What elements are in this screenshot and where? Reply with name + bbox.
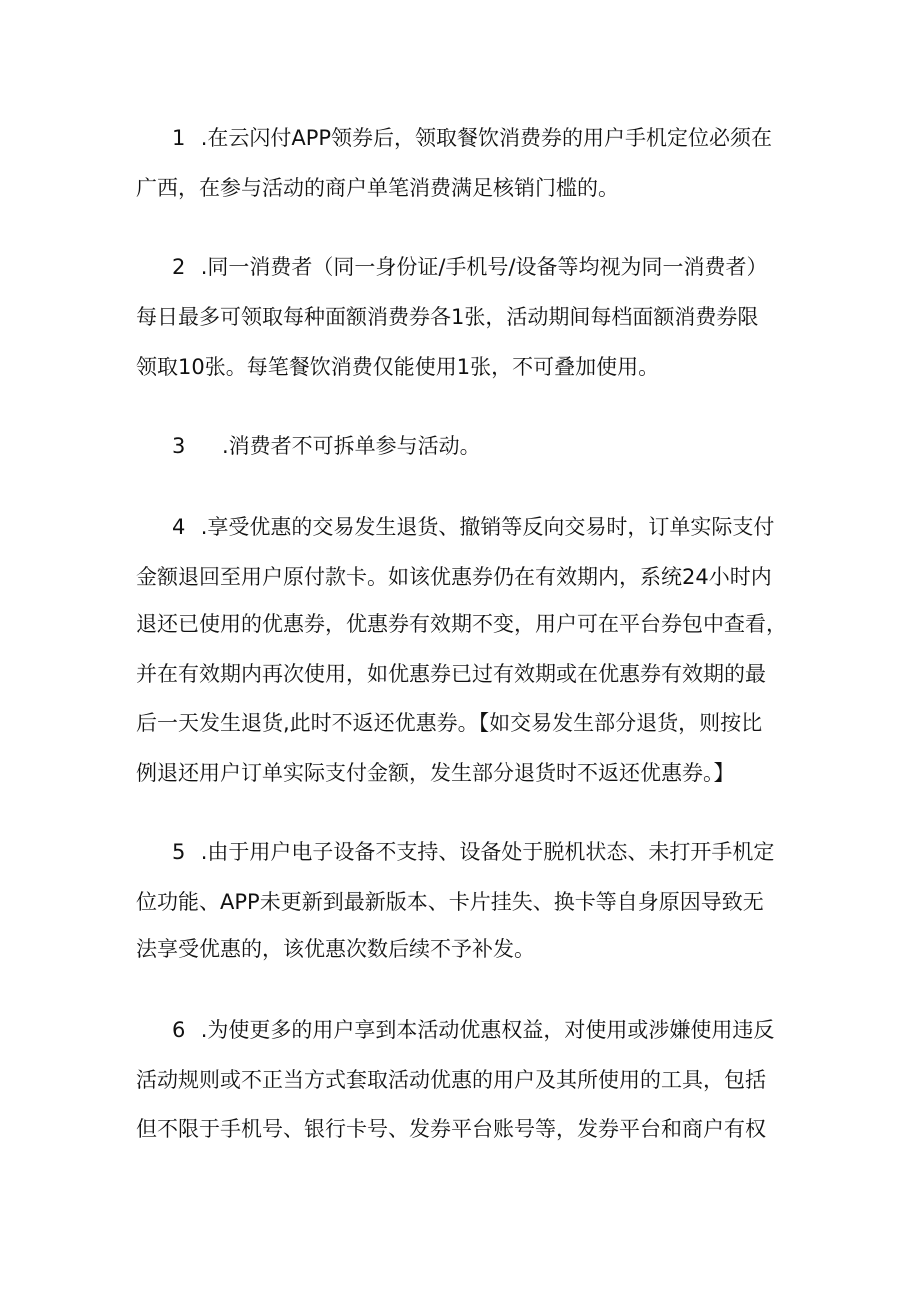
rule-4-line-3: 退还已使用的优惠券，优惠券有效期不变，用户可在平台券包中查看， xyxy=(136,612,787,636)
rule-5-line-1: 5 .由于用户电子设备不支持、设备处于脱机状态、未打开手机定 xyxy=(172,832,792,872)
rule-2-line-2: 每日最多可领取每种面额消费券各1张，活动期间每档面额消费券限 xyxy=(136,305,759,329)
rule-3-number: 3 xyxy=(172,434,186,458)
rule-4-line-4: 并在有效期内再次使用，如优惠券已过有效期或在优惠券有效期的最 xyxy=(136,662,766,686)
rule-4-line-6: 例退还用户订单实际支付金额，发生部分退货时不返还优惠券。】 xyxy=(136,761,735,785)
rule-6-line-1: 6 .为使更多的用户享到本活动优惠权益，对使用或涉嫌使用违反 xyxy=(172,1010,792,1050)
rule-2-line-1: 2 .同一消费者（同一身份证/手机号/设备等均视为同一消费者） xyxy=(172,247,792,287)
rule-1-number: 1 xyxy=(172,126,186,150)
rule-5-line-3: 法享受优惠的，该优惠次数后续不予补发。 xyxy=(136,937,535,961)
rule-1-line-2: 广西，在参与活动的商户单笔消费满足核销门槛的。 xyxy=(136,176,619,200)
rule-4-number: 4 xyxy=(172,515,186,539)
rule-4-line-5: 后一天发生退货,此时不返还优惠券。【如交易发生部分退货，则按比 xyxy=(136,711,763,735)
rule-5-line-2: 位功能、APP未更新到最新版本、卡片挂失、换卡等自身原因导致无 xyxy=(136,890,764,914)
rule-3-line-1: 3 .消费者不可拆单参与活动。 xyxy=(172,426,792,466)
rule-1-line-1: 1 .在云闪付APP领券后，领取餐饮消费券的用户手机定位必须在 xyxy=(172,118,792,158)
rule-4-line-2: 金额退回至用户原付款卡。如该优惠券仍在有效期内，系统24小时内 xyxy=(136,565,772,589)
rule-6-number: 6 xyxy=(172,1018,186,1042)
rule-5-number: 5 xyxy=(172,840,186,864)
rule-6-line-3: 但不限于手机号、银行卡号、发券平台账号等，发券平台和商户有权 xyxy=(136,1117,766,1141)
rule-2-line-3: 领取10张。每笔餐饮消费仅能使用1张，不可叠加使用。 xyxy=(136,355,660,379)
rule-6-line-2: 活动规则或不正当方式套取活动优惠的用户及其所使用的工具，包括 xyxy=(136,1068,766,1092)
rule-4-line-1: 4 .享受优惠的交易发生退货、撤销等反向交易时，订单实际支付 xyxy=(172,507,792,547)
rule-2-number: 2 xyxy=(172,255,186,279)
